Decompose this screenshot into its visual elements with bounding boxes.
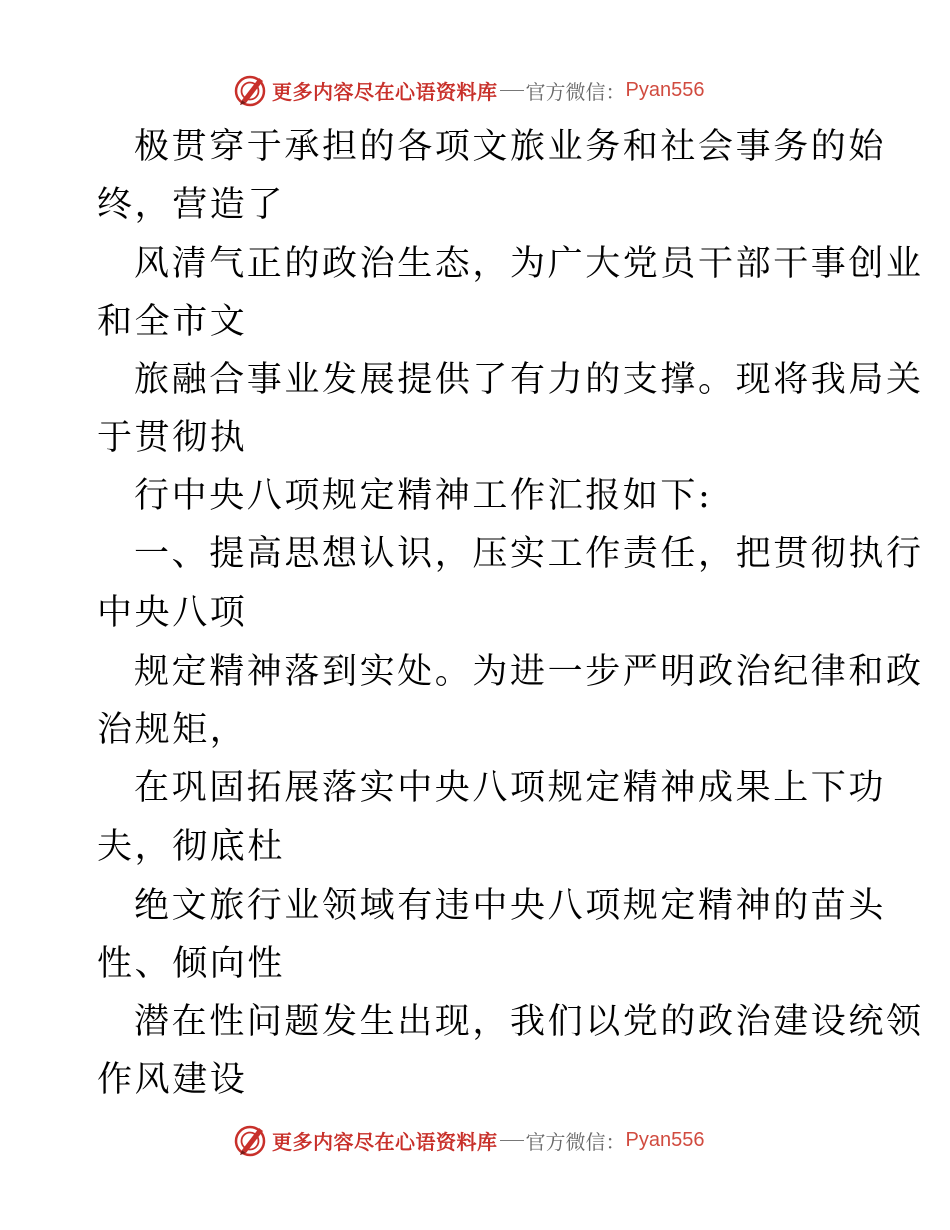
paragraph-3-line-2: 于贯彻执 xyxy=(97,418,248,458)
watermark-divider xyxy=(500,1140,524,1141)
watermark-text: 更多内容尽在心语资料库 xyxy=(272,1129,498,1154)
paragraph-3-line-1: 旅融合事业发展提供了有力的支撑。现将我局关 xyxy=(134,360,924,400)
paragraph-7-line-2: 夫，彻底杜 xyxy=(97,827,286,867)
paragraph-5-line-1: 一、提高思想认识，压实工作责任，把贯彻执行 xyxy=(134,534,924,574)
watermark-label: 官方微信： xyxy=(525,1129,626,1154)
paragraph-2-line-2: 和全市文 xyxy=(97,302,248,342)
watermark-id: Pyan556 xyxy=(625,78,705,101)
header-watermark xyxy=(0,70,950,110)
paragraph-8-line-1: 绝文旅行业领域有违中央八项规定精神的苗头 xyxy=(134,886,887,926)
paragraph-1-line-1: 极贯穿于承担的各项文旅业务和社会事务的始 xyxy=(134,127,887,167)
watermark-id: Pyan556 xyxy=(625,1128,705,1151)
footer-watermark xyxy=(0,1120,950,1160)
paragraph-9-line-2: 作风建设 xyxy=(97,1060,248,1100)
watermark-label: 官方微信： xyxy=(525,79,626,104)
paragraph-5-line-2: 中央八项 xyxy=(97,593,248,633)
watermark-text: 更多内容尽在心语资料库 xyxy=(272,79,498,104)
pen-logo-icon xyxy=(232,1122,268,1158)
pen-logo-icon xyxy=(232,72,268,108)
watermark-divider xyxy=(500,90,524,91)
paragraph-9-line-1: 潜在性问题发生出现，我们以党的政治建设统领 xyxy=(134,1002,924,1042)
paragraph-2-line-1: 风清气正的政治生态，为广大党员干部干事创业 xyxy=(134,244,924,284)
paragraph-4-line-1: 行中央八项规定精神工作汇报如下: xyxy=(134,476,713,516)
paragraph-7-line-1: 在巩固拓展落实中央八项规定精神成果上下功 xyxy=(134,768,887,808)
paragraph-6-line-1: 规定精神落到实处。为进一步严明政治纪律和政 xyxy=(134,652,924,692)
paragraph-8-line-2: 性、倾向性 xyxy=(97,944,286,984)
paragraph-1-line-2: 终，营造了 xyxy=(97,185,286,225)
paragraph-6-line-2: 治规矩， xyxy=(97,710,248,750)
